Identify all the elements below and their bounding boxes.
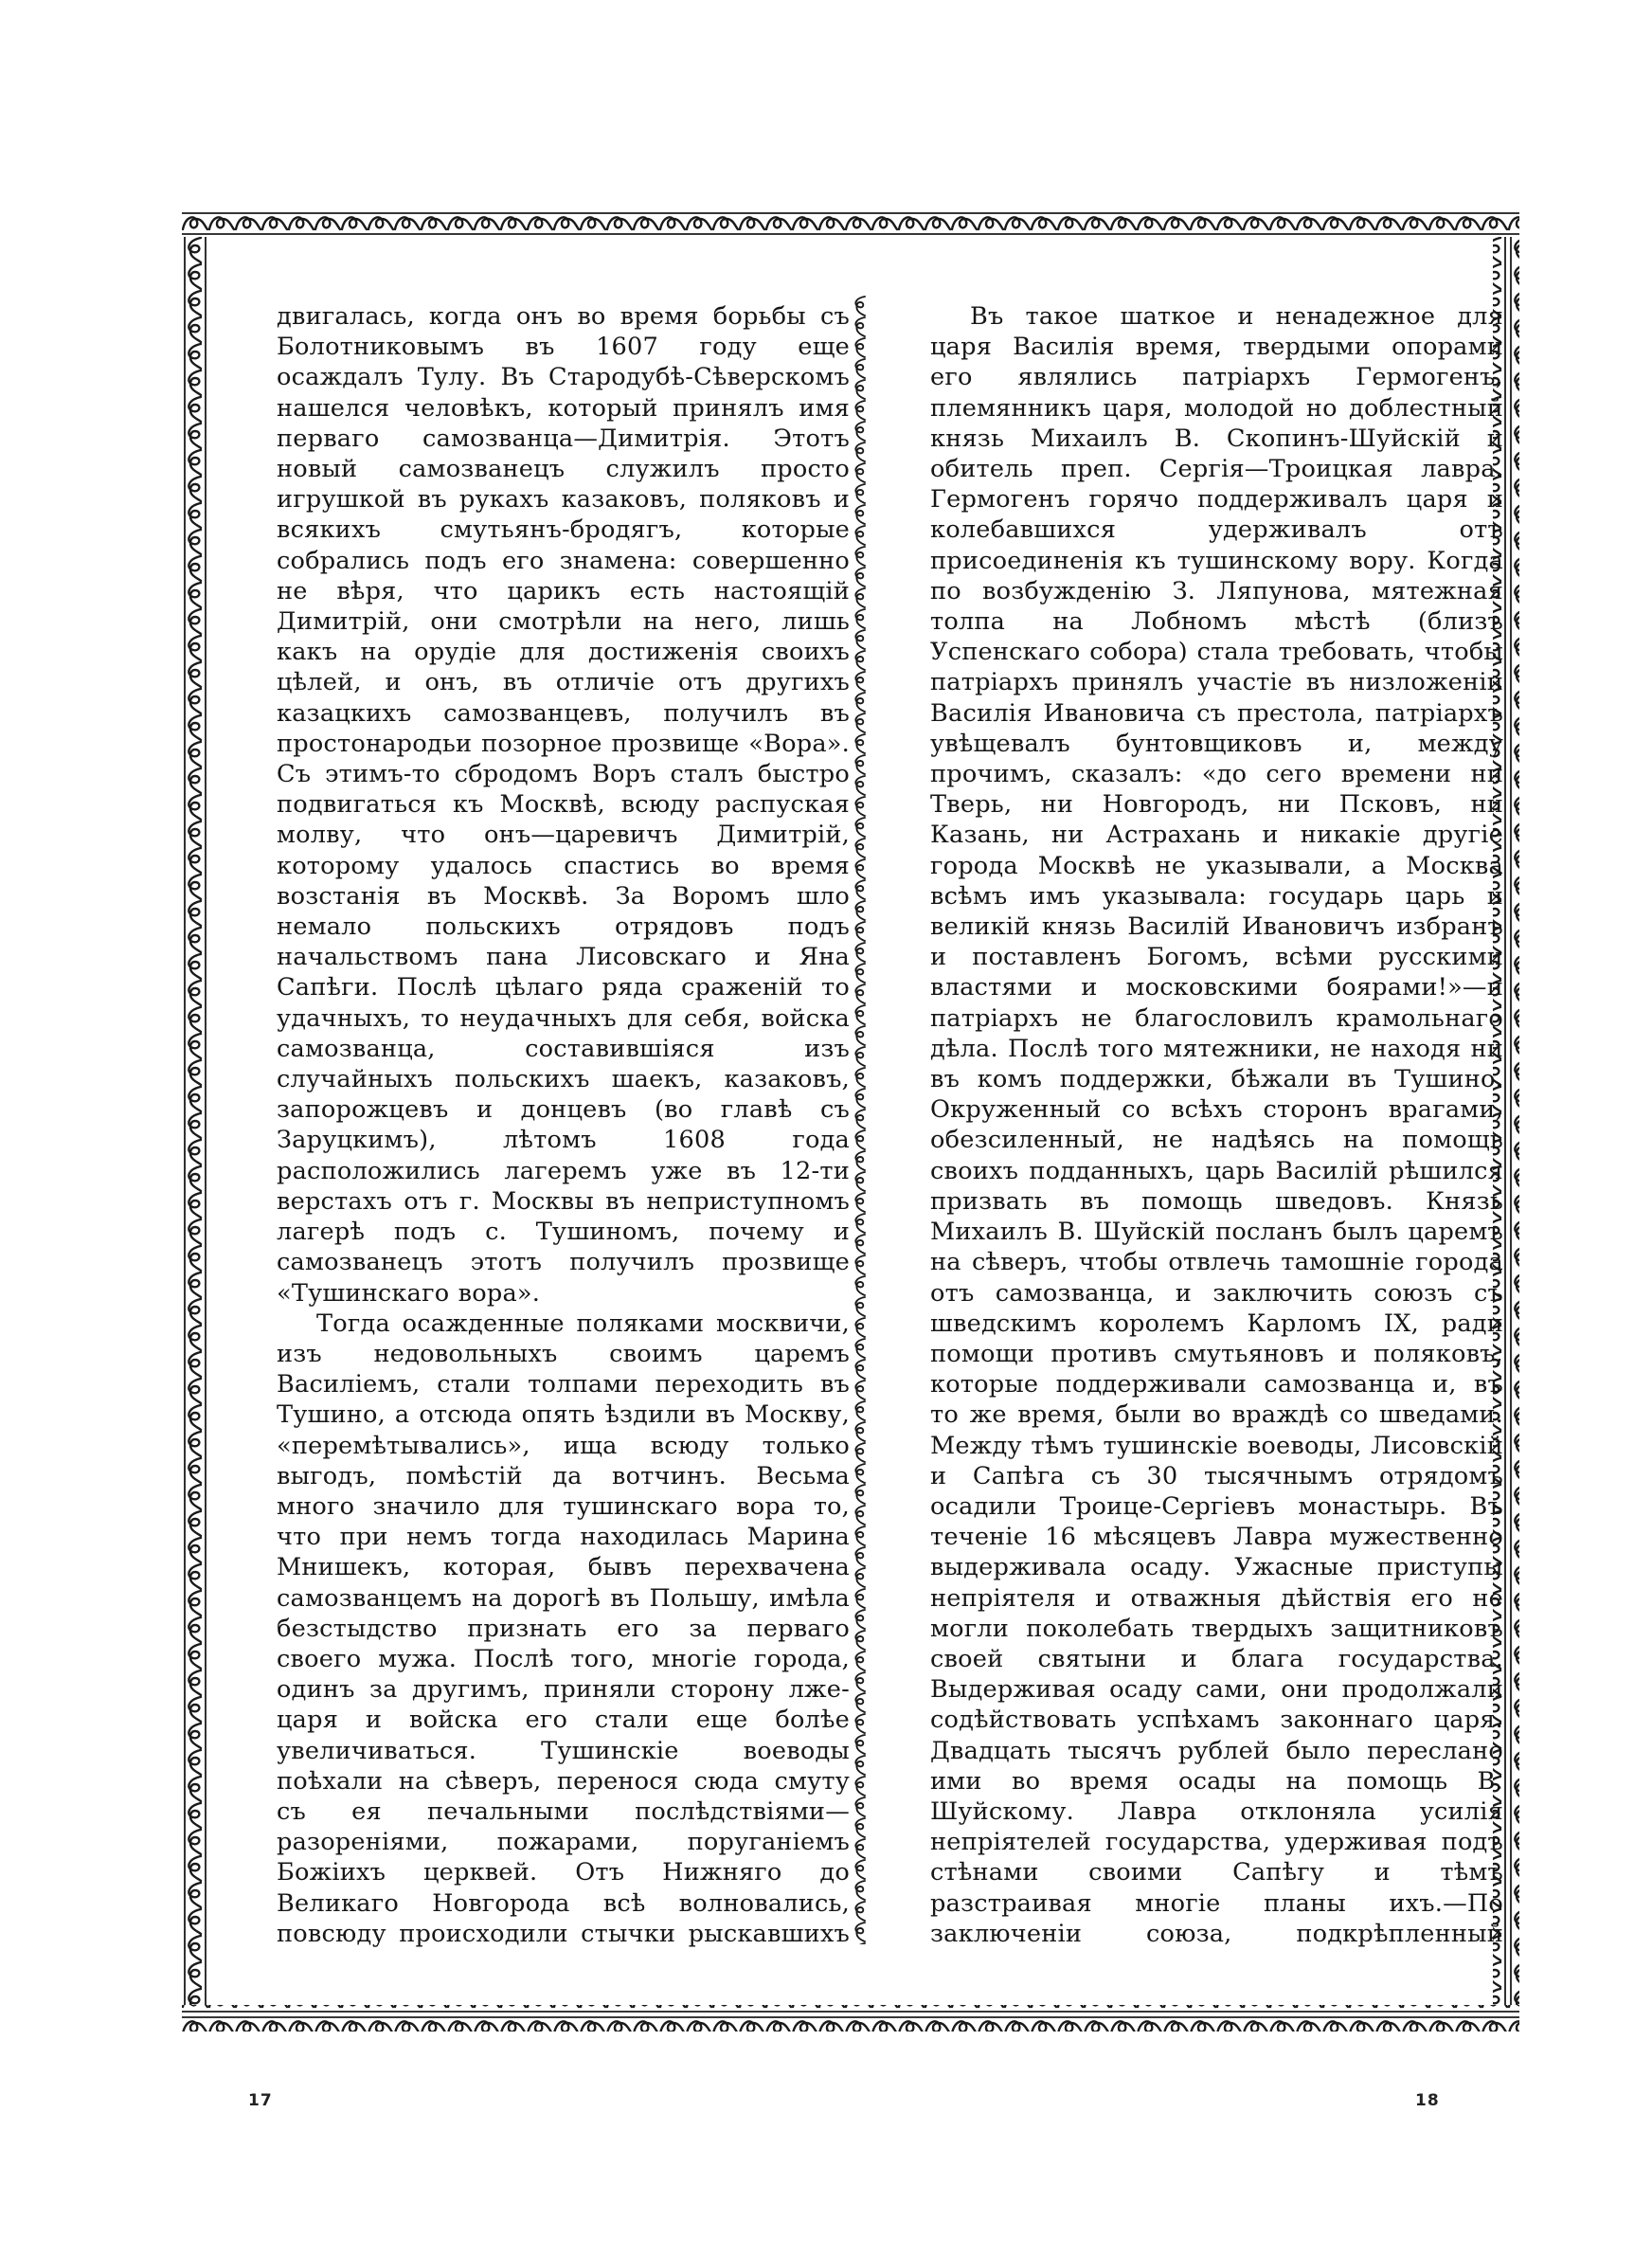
left-page-text-column: [277, 301, 850, 1950]
column-divider-ornament: [849, 296, 871, 1944]
paragraph: Тогда осажденные поляками москвичи, изъ недовольныхъ своимъ царемъ Василіемъ, стали толпами переходить въ Тушино, а отсюда опять ѣздили въ Москву, «перемѣтывались», ища всюду только выгодъ, помѣстій да вотчинъ. Весьма много значило для тушинскаго вора то, что при немъ тогда находилась Марина Мнишекъ, которая, бывъ перехвачена самозванцемъ на дорогѣ въ Польшу, имѣла безстыдство признать его за перваго своего мужа. Послѣ того, многіе города, одинъ за другимъ, приняли сторону лже-царя и войска его стали еще болѣе увеличиваться. Тушинскіе воеводы поѣхали на сѣверъ, перенося сюда смуту съ ея печальными послѣдствіями—разореніями, пожарами, поруганіемъ Божіихъ церквей. Отъ Нижняго до Великаго Новгорода всѣ волновались, повсюду происходили стычки рыскавшихъ: [277, 1309, 850, 1948]
paragraph: Въ такое шаткое и ненадежное для царя Василія время, твердыми опорами его являлись патріархъ Гермогенъ, племянникъ царя, молодой но доблестный князь Михаилъ В. Скопинъ-Шуйскій и обитель преп. Сергія—Троицкая лавра. Гермогенъ горячо поддерживалъ царя и колебавшихся удерживалъ отъ присоединенія къ тушинскому вору. Когда по возбужденію З. Ляпунова, мятежная толпа на Лобномъ мѣстѣ (близъ Успенскаго собора) стала требовать, чтобы патріархъ принялъ участіе въ низложеніи Василія Ивановича съ престола, патріархъ увѣщевалъ бунтовщиковъ и, между прочимъ, сказалъ: «до сего времени ни Тверь, ни Новгородъ, ни Псковъ, ни Казань, ни Астрахань и никакіе другіе города Москвѣ не указывали, а Москва всѣмъ имъ указывала: государь царь и великій князь Василій Ивановичъ избранъ и поставленъ Богомъ, всѣми русскими властями и московскими боярами!»—и патріархъ не благословилъ крамольнаго дѣла. Послѣ того мятежники, не находя ни въ комъ поддержки, бѣжали въ Тушино. Окруженный со всѣхъ сторонъ врагами, обезсиленный, не надѣясь на помощь своихъ подданныхъ, царь Василій рѣшился призвать въ помощь шведовъ. Князь Михаилъ В. Шуйскій посланъ былъ царемъ на сѣверъ, чтобы отвлечь тамошніе города отъ самозванца, и заключить союзъ съ шведскимъ королемъ Карломъ IX, ради помощи противъ смутьяновъ и поляковъ, которые поддерживали самозванца и, въ то же время, были во враждѣ со шведами. Между тѣмъ тушинскіе воеводы, Лисовскій и Сапѣга съ 30 тысячнымъ отрядомъ осадили Троице-Сергіевъ монастырь. Въ теченіе 16 мѣсяцевъ Лавра мужественно выдерживала осаду. Ужасные приступы непріятеля и отважныя дѣйствія его не могли поколебать твердыхъ защитниковъ своей святыни и блага государства. Выдерживая осаду сами, они продолжали содѣйствовать успѣхамъ законнаго царя. Двадцать тысячъ рублей было переслано ими во время осады на помощь В. Шуйскому. Лавра отклоняла усилія непріятелей государства, удерживая подъ стѣнами своими Сапѣгу и тѣмъ разстраивая многіе планы ихъ.—По заключеніи союза, подкрѣпленный: [930, 302, 1503, 1948]
paragraph: двигалась, когда онъ во время борьбы съ Болотниковымъ въ 1607 году еще осаждалъ Тулу. Въ Стародубѣ-Сѣверскомъ нашелся человѣкъ, который принялъ имя перваго самозванца—Димитрія. Этотъ новый самозванецъ служилъ просто игрушкой въ рукахъ казаковъ, поляковъ и всякихъ смутьянъ-бродягъ, которые собрались подъ его знамена: совершенно не вѣря, что царикъ есть настоящій Димитрій, они смотрѣли на него, лишь какъ на орудіе для достиженія своихъ цѣлей, и онъ, въ отличіе отъ другихъ казацкихъ самозванцевъ, получилъ въ простонародьи позорное прозвище «Вора». Съ этимъ-то сбродомъ Воръ сталъ быстро подвигаться къ Москвѣ, всюду распуская молву, что онъ—царевичъ Димитрій, которому удалось спастись во время возстанія въ Москвѣ. За Воромъ шло немало польскихъ отрядовъ подъ начальствомъ пана Лисовскаго и Яна Сапѣги. Послѣ цѣлаго ряда сраженій то удачныхъ, то неудачныхъ для себя, войска самозванца, составившіяся изъ случайныхъ польскихъ шаекъ, казаковъ, запорожцевъ и донцевъ (во главѣ съ Заруцкимъ), лѣтомъ 1608 года расположились лагеремъ уже въ 12-ти верстахъ отъ г. Москвы въ неприступномъ лагерѣ подъ с. Тушиномъ, почему и самозванецъ этотъ получилъ прозвище «Тушинскаго вора».: [277, 302, 850, 1308]
right-page-number: 18: [1415, 2091, 1440, 2110]
left-page-number: 17: [248, 2091, 273, 2110]
right-page-text-column: [930, 301, 1503, 1950]
